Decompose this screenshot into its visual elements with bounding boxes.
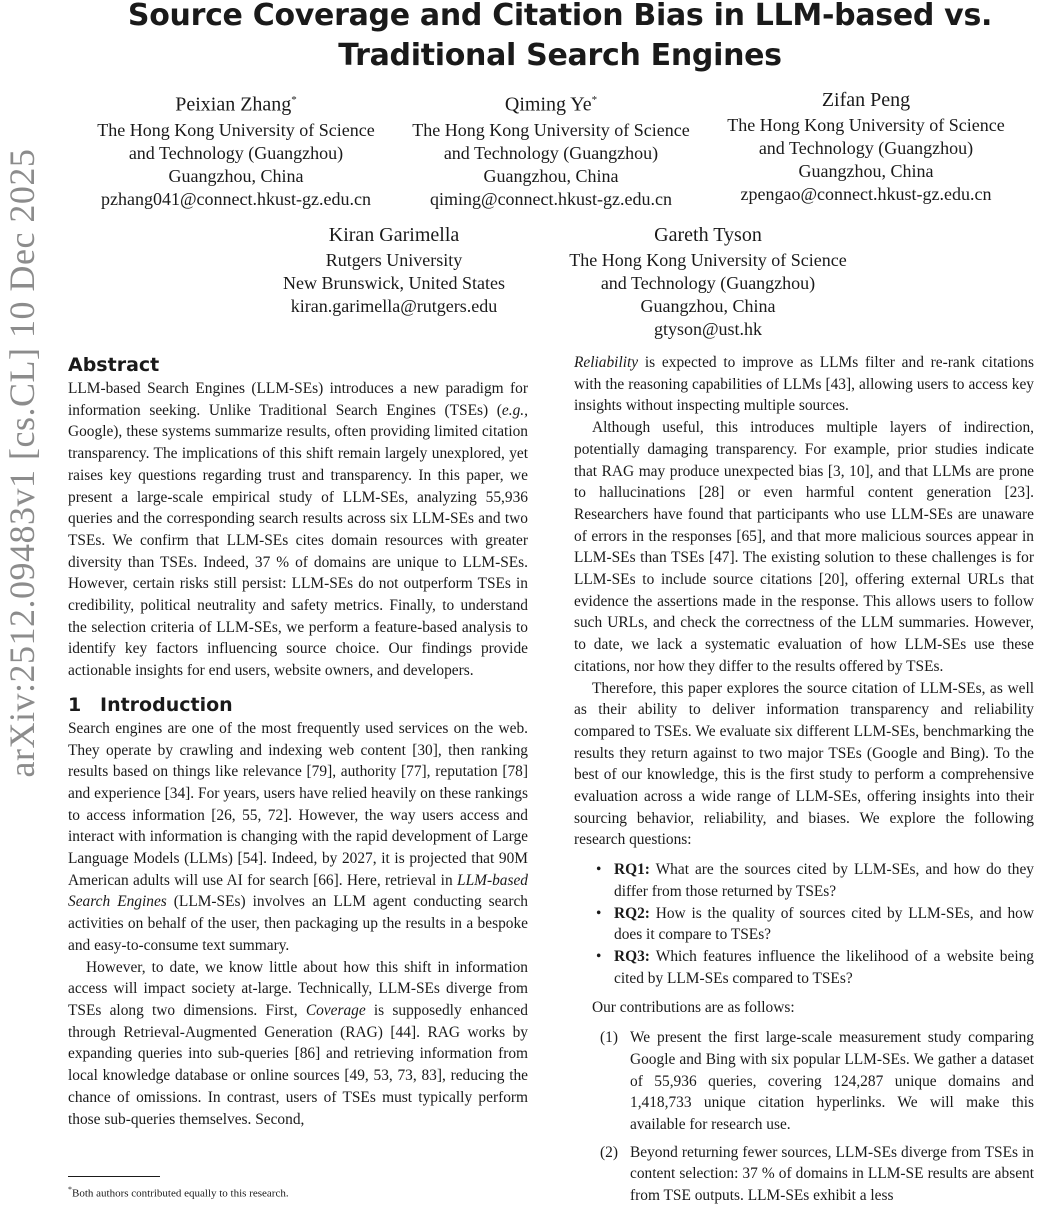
intro-italic-term: LLM-based Search Engines (68, 871, 528, 911)
author-affiliation: The Hong Kong University of Science (727, 115, 1005, 135)
body-paragraph: Reliability is expected to improve as LLMs filter and re-rank citations with the reasoning capabilities of LLMs [43], allowing users to access key insights without inspecting multiple sources. (574, 354, 1034, 415)
author-affiliation: and Technology (Guangzhou) (758, 138, 974, 158)
author-name: Qiming Ye (504, 93, 592, 116)
author-email[interactable]: pzhang041@connect.hkust-gz.edu.cn (101, 188, 371, 209)
author-affiliation: and Technology (Guangzhou) (600, 273, 816, 293)
rq-label: RQ3: (614, 947, 650, 965)
list-number: (1) (600, 1029, 618, 1047)
rq-label: RQ1: (614, 861, 650, 879)
author-affiliation: The Hong Kong University of Science (412, 119, 690, 140)
author-location: Guangzhou, China (168, 165, 304, 186)
author-block (86, 87, 386, 211)
introduction-heading (68, 692, 528, 718)
bullet-icon: • (596, 861, 602, 879)
author-block (401, 87, 701, 211)
footnote-divider (68, 1176, 160, 1177)
body-paragraph: Therefore, this paper explores the source citation of LLM-SEs, as well as their ability to deliver information transparency and reliability compared to TSEs. We evaluate six different LLM-SEs, benchmarking the results they return against to two major TSEs (Google and Bing). To the best of our knowledge, this is the first study to perform a comprehensive evaluation across a wide range of LLM-SEs, offering insights into their sourcing behavior, reliability, and biases. We explore the following research questions: (574, 679, 1034, 849)
author-block (716, 87, 1016, 206)
paper-title: Source Coverage and Citation Bias in LLM-based vs. Traditional Search Engines (127, 0, 993, 73)
abstract-heading: Abstract (68, 354, 160, 376)
right-column (574, 352, 1034, 1213)
rq-text: Which features influence the likelihood of a website being cited by LLM-SEs compared to TSEs? (614, 947, 1034, 987)
author-email[interactable]: gtyson@ust.hk (653, 319, 763, 339)
equal-contribution-mark: * (291, 94, 297, 106)
contribution-text: Beyond returning fewer sources, LLM-SEs diverge from TSEs in content selection: 37 % of domains in LLM-SE results are absent from TSE outputs. LLM-SEs exhibit a less (630, 1143, 1034, 1205)
arxiv-identifier: arXiv:2512.09483v1 [cs.CL] 10 Dec 2025 (2, 148, 42, 778)
rq-label: RQ2: (614, 904, 650, 922)
equal-contribution-mark: * (591, 94, 598, 106)
footnote (68, 1183, 289, 1201)
author-affiliation: The Hong Kong University of Science (569, 250, 847, 270)
author-email[interactable]: kiran.garimella@rutgers.edu (290, 296, 498, 316)
list-item (600, 1142, 1034, 1207)
author-location: New Brunswick, United States (283, 273, 505, 293)
bullet-icon: • (596, 904, 602, 922)
italic-term: Reliability (574, 354, 639, 371)
intro-paragraph: Search engines are one of the most frequently used services on the web. They operate by crawling and indexing web content [30], then ranking results based on things like relevance [79], authority [77], reputation [78] and experience [34]. For years, users have relied heavily on these rankings to access information [26, 55, 72]. However, the way users access and interact with information is changing with the rapid development of Large Language Models (LLMs) [54]. Indeed, by 2027, it is projected that 90M American adults will use AI for search [66]. Here, retrieval in LLM-based Search Engines (LLM-SEs) involves an LLM agent conducting search activities on behalf of the user, then packaging up the results in a bespoke and easy-to-consume text summary. (68, 719, 528, 954)
abstract-text: LLM-based Search Engines (LLM-SEs) introduces a new paradigm for information seeking. Unlike Traditional Search Engines (TSEs) (e.g., Google), these systems summarize results, often providing limited citation transparency. The implications of this shift remain largely unexplored, yet raises key questions regarding trust and transparency. In this paper, we present a large-scale empirical study of LLM-SEs, analyzing 55,936 queries and the corresponding search results across six LLM-SEs and two TSEs. We confirm that LLM-SEs cites domain resources with greater diversity than TSEs. Indeed, 37 % of domains are unique to LLM-SEs. However, certain risks still persist: LLM-SEs do not outperform TSEs in credibility, political neutrality and safety metrics. Finally, to understand the selection criteria of LLM-SEs, we perform a feature-based analysis to identify key factors influencing source choice. Our findings provide actionable insights for end users, website owners, and developers. (68, 380, 528, 680)
section-number: 1 (68, 693, 82, 716)
research-questions-list (574, 859, 1034, 989)
author-location: Guangzhou, China (640, 296, 776, 316)
body-paragraph: Although useful, this introduces multiple layers of indirection, potentially damaging transparency. For example, prior studies indicate that RAG may produce unexpected bias [3, 10], and that LLMs are prone to hallucinations [28] or even harmful content generation [23]. Researchers have found that participants who use LLM-SEs are unaware of errors in the responses [65], and that more malicious sources appear in LLM-SEs than TSEs [47]. The existing solution to these challenges is for LLM-SEs to include source citations [20], offering external URLs that evidence the assertions made in the response. This allows users to follow such URLs, and check the correctness of the LLM summaries. However, to date, we lack a systematic evaluation of how LLM-SEs use these citations, nor how they differ to the results offered by TSEs. (574, 419, 1034, 675)
author-affiliation: Rutgers University (325, 250, 463, 270)
contribution-text: We present the first large-scale measurement study comparing Google and Bing with six popular LLM-SEs. We gather a dataset of 55,936 queries, covering 124,287 unique domains and 1,418,733 unique citation hyperlinks. We will make this available for research use. (630, 1029, 1034, 1133)
author-affiliation: and Technology (Guangzhou) (443, 142, 659, 163)
author-location: Guangzhou, China (483, 165, 619, 186)
author-block (558, 222, 858, 341)
author-block (244, 222, 544, 318)
rq-text: What are the sources cited by LLM-SEs, and how do they differ from those returned by TSEs? (614, 861, 1034, 900)
list-number: (2) (600, 1143, 618, 1161)
list-item (596, 859, 1034, 902)
bullet-icon: • (596, 947, 602, 965)
author-name: Gareth Tyson (654, 224, 762, 246)
abstract-eg: e.g., (501, 401, 528, 419)
rq-text: How is the quality of sources cited by LLM-SEs, and how does it compare to TSEs? (614, 904, 1034, 944)
author-affiliation: and Technology (Guangzhou) (128, 142, 344, 163)
contributions-list (574, 1027, 1034, 1207)
author-email[interactable]: zpengao@connect.hkust-gz.edu.cn (740, 184, 992, 204)
author-email[interactable]: qiming@connect.hkust-gz.edu.cn (429, 188, 672, 209)
author-affiliation: The Hong Kong University of Science (97, 119, 375, 140)
author-name: Zifan Peng (821, 89, 911, 111)
author-location: Guangzhou, China (798, 161, 934, 181)
footnote-mark: * (68, 1185, 72, 1194)
contributions-intro: Our contributions are as follows: (592, 999, 795, 1017)
intro-italic-term: Coverage (305, 1001, 366, 1019)
author-name: Kiran Garimella (328, 224, 460, 246)
list-item (600, 1027, 1034, 1136)
list-item (596, 903, 1034, 946)
intro-paragraph: However, to date, we know little about how this shift in information access will impact society at-large. Technically, LLM-SEs diverge from TSEs along two dimensions. First, Coverage is supposedly enhanced through Retrieval-Augmented Generation (RAG) [44]. RAG works by expanding queries into sub-queries [86] and retrieving information from local knowledge database or online sources [49, 53, 73, 83], reducing the chance of omissions. In contrast, users of TSEs must typically perform those sub-queries themselves. Second, (68, 958, 528, 1128)
list-item (596, 946, 1034, 989)
section-title: Introduction (100, 693, 233, 716)
left-column (68, 352, 528, 1130)
author-name: Peixian Zhang (175, 93, 292, 116)
footnote-text: Both authors contributed equally to this research. (72, 1187, 289, 1200)
